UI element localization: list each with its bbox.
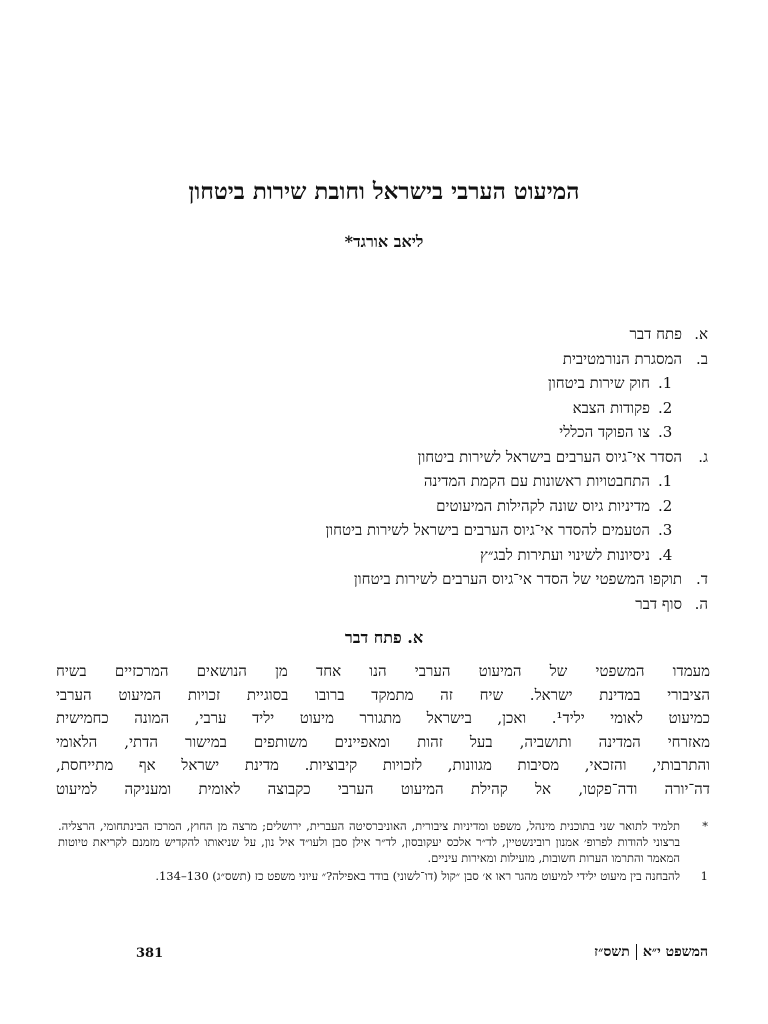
footnote-mark: 1 [700, 869, 708, 883]
author-name: ליאב אורגד* [344, 232, 424, 251]
body-paragraph [56, 660, 710, 801]
toc-marker: ה. [694, 594, 708, 613]
toc-marker: ב. [696, 349, 708, 368]
toc-text: הטעמים להסדר אי־גיוס הערבים בישראל לשירות ביטחון [325, 521, 650, 539]
toc-item [88, 543, 708, 568]
toc-text: ניסיונות לשינוי ועתירות לבג״ץ [480, 545, 650, 564]
journal-name: המשפט י״א [642, 944, 708, 960]
body-line: מאזרחי המדינה ותושביה, בעל זהות ומאפיינים משותפים במישור הדתי, הלאומי [56, 732, 710, 751]
toc-marker: 3. [658, 521, 673, 539]
page-number: 381 [136, 946, 164, 961]
toc-item [88, 469, 708, 494]
toc-marker: 1. [658, 472, 673, 490]
toc-marker: 2. [658, 398, 673, 417]
body-line: מעמדו המשפטי של המיעוט הערבי הנו אחד מן הנושאים המרכזיים בשיח [56, 662, 710, 680]
toc-text: המסגרת הנורמטיבית [562, 349, 682, 368]
toc-marker: ג. [698, 447, 708, 466]
footnote-text: תלמיד לתואר שני בתוכנית מינהל, משפט ומדיניות ציבורית, האוניברסיטה העברית, ירושלים; מרצה מן החוץ, המרכז הבינתחומי, הרצליה. ברצוני להודות לפרופ׳ אמנון רובינשטיין, לד״ר אלכס יעקובסון, לד״ר אילן סבן ולעו״ד איל נון, על שניאותו להקדיש מזמנם לקריאת טיוטות המאמר והתרמו הערות חשובות, מועילות ומאירות עיניים. [58, 819, 680, 865]
toc-item [88, 518, 708, 543]
toc-text: התחבטויות ראשונות עם הקמת המדינה [423, 472, 650, 490]
journal-year: תשס״ז [594, 944, 630, 960]
toc-marker: 2. [658, 496, 673, 515]
toc-text: סוף דבר [635, 594, 682, 613]
toc-marker: 1. [658, 374, 673, 392]
toc-item [88, 420, 708, 445]
toc-text: פקודות הצבא [572, 398, 650, 417]
toc-item [88, 347, 708, 372]
section-heading: א. פתח דבר [344, 628, 424, 647]
body-line: הציבורי במדינת ישראל. שיח זה מתמקד ברובו בסוגיית זכויות המיעוט הערבי [56, 685, 710, 704]
footnote [58, 868, 708, 884]
toc-text: צו הפוקד הכללי [559, 423, 650, 441]
toc-item [88, 371, 708, 396]
toc-marker: 3. [658, 423, 673, 441]
toc-item [88, 592, 708, 617]
toc-item [88, 494, 708, 519]
toc-text: פתח דבר [629, 325, 682, 343]
toc-item [88, 445, 708, 470]
footnotes [58, 818, 708, 886]
toc-marker: א. [694, 325, 708, 343]
footnote-text: להבחנה בין מיעוט ילידי למיעוט מהגר ראו א׳ סבן ״קול (דו־לשוני) בודד באפילה?״ עיוני משפט כז (תשס״ג) 130–134. [155, 869, 680, 883]
toc-item [88, 322, 708, 347]
body-line: והתרבותי, והזכאי, מסיבות מגוונות, לזכויות קיבוציות. מדינת ישראל אף מתייחסת, [56, 756, 710, 774]
toc-text: הסדר אי־גיוס הערבים בישראל לשירות ביטחון [417, 447, 682, 466]
table-of-contents [88, 322, 708, 616]
toc-text: מדיניות גיוס שונה לקהילות המיעוטים [436, 496, 650, 515]
footer-divider [636, 944, 637, 960]
article-title: המיעוט הערבי בישראל וחובת שירות ביטחון [188, 178, 580, 205]
body-line: כמיעוט לאומי יליד¹. ואכן, בישראל מתגורר מיעוט יליד ערבי, המונה כחמישית [56, 709, 710, 727]
toc-item [88, 567, 708, 592]
toc-marker: ד. [696, 570, 708, 588]
running-footer [594, 944, 708, 961]
toc-text: חוק שירות ביטחון [548, 374, 650, 392]
body-line: דה־יורה ודה־פקטו, אל קהילת המיעוט הערבי כקבוצה לאומית ומעניקה למיעוט [56, 779, 710, 798]
toc-marker: 4. [658, 545, 673, 564]
toc-text: תוקפו המשפטי של הסדר אי־גיוס הערבים לשירות ביטחון [353, 570, 682, 588]
footnote-mark: * [702, 819, 708, 833]
footnote [58, 818, 708, 866]
toc-item [88, 396, 708, 421]
